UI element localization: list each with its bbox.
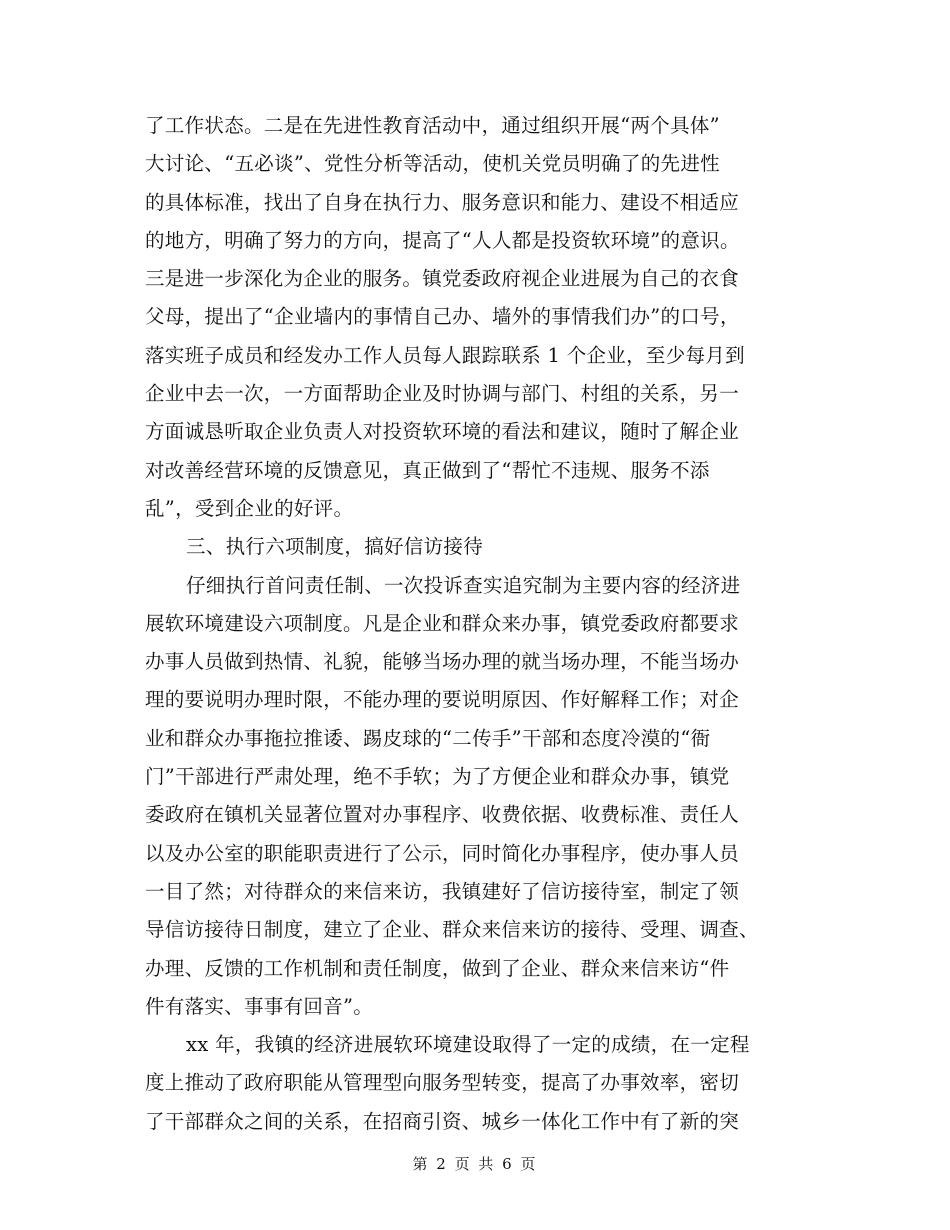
paragraph-start-line: xx 年，我镇的经济进展软环境建设取得了一定的成绩，在一定程 <box>186 1033 750 1057</box>
document-body <box>145 107 805 1141</box>
paragraph-start-line: 仔细执行首问责任制、一次投诉查实追究制为主要内容的经济进 <box>186 573 741 597</box>
text-line: 方面诚恳听取企业负责人对投资软环境的看法和建议，随时了解企业 <box>145 420 740 444</box>
text-line: 乱”，受到企业的好评。 <box>145 496 354 520</box>
text-line: 门”干部进行严肃处理，绝不手软；为了方便企业和群众办事，镇党 <box>145 765 730 789</box>
text-line: 件有落实、事事有回音”。 <box>145 994 374 1018</box>
text-line: 导信访接待日制度，建立了企业、群众来信来访的接待、受理、调查、 <box>145 918 759 942</box>
text-line: 度上推动了政府职能从管理型向服务型转变，提高了办事效率，密切 <box>145 1071 740 1095</box>
text-line: 的地方，明确了努力的方向，提高了“人人都是投资软环境”的意识。 <box>145 228 740 252</box>
text-line: 展软环境建设六项制度。凡是企业和群众来办事，镇党委政府都要求 <box>145 611 740 635</box>
text-line: 的具体标准，找出了自身在执行力、服务意识和能力、建设不相适应 <box>145 190 740 214</box>
text-line: 父母，提出了“企业墙内的事情自己办、墙外的事情我们办”的口号， <box>145 305 740 329</box>
text-line: 落实班子成员和经发办工作人员每人跟踪联系 1 个企业，至少每月到 <box>145 343 745 367</box>
text-line: 业和群众办事拖拉推诿、踢皮球的“二传手”干部和态度冷漠的“衙 <box>145 726 711 750</box>
section-heading: 三、执行六项制度，搞好信访接待 <box>186 535 484 559</box>
text-line: 大讨论、“五必谈”、党性分析等活动，使机关党员明确了的先进性 <box>145 152 720 176</box>
text-line: 企业中去一次，一方面帮助企业及时协调与部门、村组的关系，另一 <box>145 382 740 406</box>
text-line: 办理、反馈的工作机制和责任制度，做到了企业、群众来信来访“件 <box>145 956 730 980</box>
text-line: 三是进一步深化为企业的服务。镇党委政府视企业进展为自己的衣食 <box>145 267 740 291</box>
text-line: 理的要说明办理时限，不能办理的要说明原因、作好解释工作；对企 <box>145 688 740 712</box>
text-line: 以及办公室的职能职责进行了公示，同时简化办事程序，使办事人员 <box>145 841 740 865</box>
text-line: 一目了然；对待群众的来信来访，我镇建好了信访接待室，制定了领 <box>145 879 740 903</box>
text-line: 办事人员做到热情、礼貌，能够当场办理的就当场办理，不能当场办 <box>145 650 740 674</box>
text-line: 委政府在镇机关显著位置对办事程序、收费依据、收费标准、责任人 <box>145 803 740 827</box>
text-line: 了干部群众之间的关系，在招商引资、城乡一体化工作中有了新的突 <box>145 1109 740 1133</box>
text-line: 对改善经营环境的反馈意见，真正做到了“帮忙不违规、服务不添 <box>145 458 710 482</box>
text-line: 了工作状态。二是在先进性教育活动中，通过组织开展“两个具体” <box>145 114 720 137</box>
page-number-footer: 第 2 页 共 6 页 <box>412 1155 538 1173</box>
